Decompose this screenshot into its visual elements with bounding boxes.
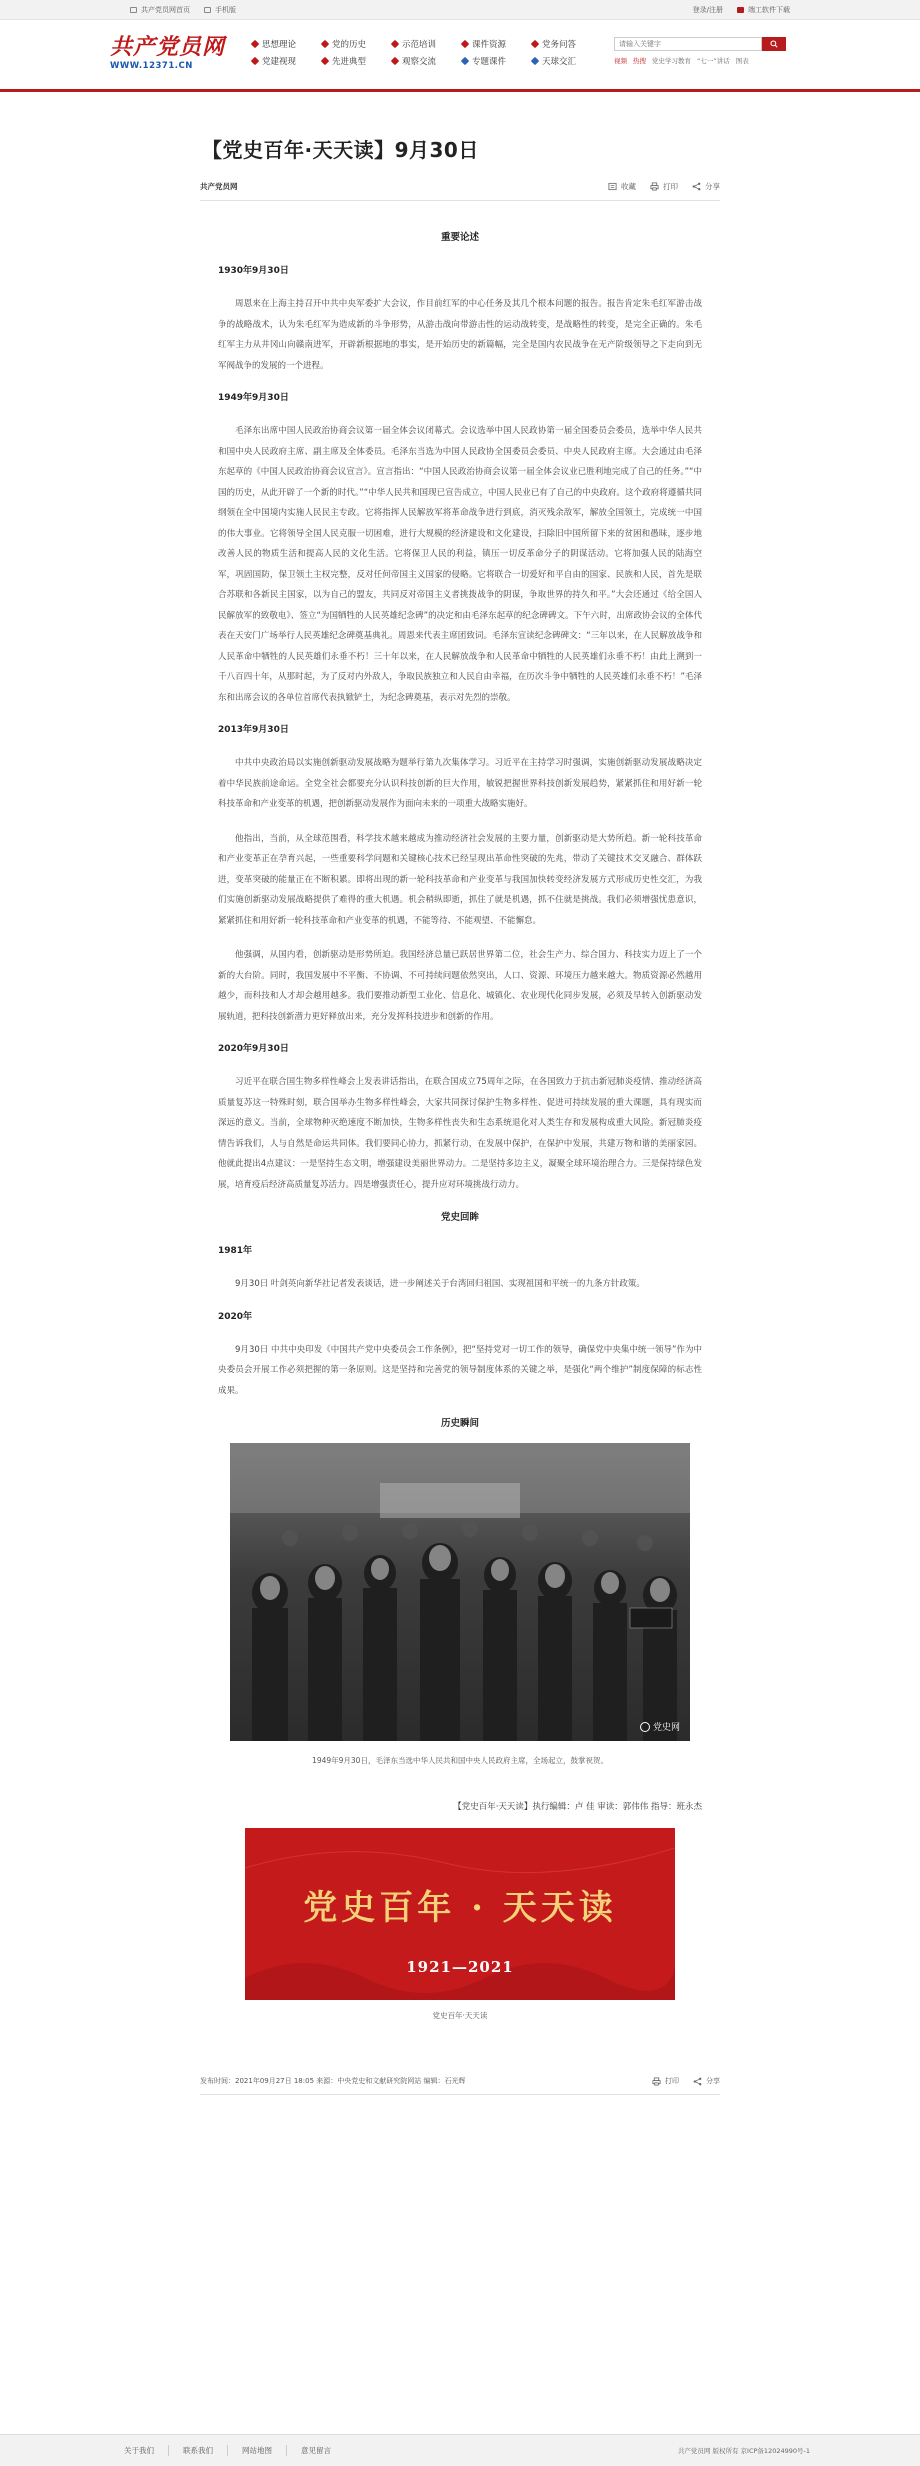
nav-item[interactable] — [252, 38, 322, 50]
nav-item[interactable] — [462, 55, 532, 67]
search-area — [614, 37, 786, 65]
share-icon — [693, 2077, 702, 2086]
nav-bullet-icon — [321, 57, 329, 65]
share-icon — [692, 182, 701, 191]
section-heading: 重要论述 — [440, 232, 479, 243]
nav-bullet-icon — [251, 40, 259, 48]
print-icon — [652, 2077, 661, 2086]
hot-word[interactable]: “七一”讲话 — [697, 57, 730, 65]
nav-item-label[interactable]: 示范培训 — [402, 40, 437, 50]
nav-item-label[interactable]: 课件资源 — [472, 40, 507, 50]
hot-words — [614, 56, 786, 65]
nav-item[interactable] — [532, 55, 602, 67]
entry-paragraph: 9月30日 叶剑英向新华社记者发表谈话，进一步阐述关于台湾回归祖国、实现祖国和平统一的九条方针政策。 — [235, 1279, 645, 1289]
top-bar — [0, 0, 920, 20]
nav-item-label[interactable]: 思想理论 — [262, 40, 297, 50]
home-link[interactable]: 共产党员网首页 — [130, 5, 190, 15]
section-heading: 历史瞬间 — [440, 1418, 479, 1429]
entry-paragraph: 习近平在联合国生物多样性峰会上发表讲话指出，在联合国成立75周年之际，在各国致力于抗击新冠肺炎疫情、推动经济高质量复苏这一特殊时刻，联合国举办生物多样性峰会，大家共同探讨保护生物多样性、促进可持续发展的重大课题，具有现实而深远的意义。当前，全球物种灭绝速度不断加快，生物多样性丧失和生态系统退化对人类生存和发展构成重大风险。新冠肺炎疫情告诉我们，人与自然是命运共同体。我们要同心协力，抓紧行动，在发展中保护，在保护中发展，共建万物和谐的美丽家园。他就此提出4点建议：一是坚持生态文明，增强建设美丽世界动力。二是坚持多边主义，凝聚全球环境治理合力。三是保持绿色发展，培育疫后经济高质量复苏活力。四是增强责任心，提升应对环境挑战行动力。 — [218, 1077, 702, 1190]
footer-link-sitemap[interactable]: 网站地图 — [228, 2445, 287, 2456]
entry-paragraph: 9月30日 中共中央印发《中国共产党中央委员会工作条例》，把“坚持党对一切工作的领导，确保党中央集中统一领导”作为中央委员会开展工作必须把握的第一条原则。这是坚持和完善党的领导制度体系的关键之举，是强化“两个维护”制度保障的标志性成果。 — [218, 1344, 702, 1396]
hot-word[interactable]: 图表 — [735, 57, 749, 65]
entry-date: 2020年9月30日 — [218, 1044, 289, 1054]
print-icon — [650, 182, 659, 191]
nav-item-label[interactable]: 党的历史 — [332, 40, 367, 50]
client-download-link[interactable]: 端工软件下载 — [737, 5, 790, 15]
logo-url: WWW.12371.CN — [110, 61, 193, 71]
article-footer-meta — [200, 2076, 720, 2095]
key-remarks-entries — [218, 263, 702, 1195]
article-meta — [200, 181, 720, 201]
nav-item[interactable] — [392, 38, 462, 50]
editor-credits: 【党史百年·天天读】执行编辑：卢 佳 审读：郭伟伟 指导：班永杰 — [453, 1802, 702, 1812]
nav-bullet-icon — [391, 40, 399, 48]
nav-bullet-icon — [461, 57, 469, 65]
home-icon — [130, 7, 137, 13]
footer-link-feedback[interactable]: 意见留言 — [301, 2445, 331, 2455]
nav-item-label[interactable]: 先进典型 — [332, 57, 367, 67]
entry-paragraph: 中共中央政治局以实施创新驱动发展战略为题举行第九次集体学习。习近平在主持学习时强调，实施创新驱动发展战略决定着中华民族前途命运。全党全社会都要充分认识科技创新的巨大作用，敏锐把握世界科技创新发展趋势，紧紧抓住和用好新一轮科技革命和产业变革的机遇，把创新驱动发展作为面向未来的一项重大战略实施好。 — [218, 758, 702, 809]
share-button[interactable]: 分享 — [692, 181, 720, 192]
nav-item-label[interactable]: 专题课件 — [472, 57, 507, 67]
login-link[interactable]: 登录/注册 — [692, 6, 723, 14]
footer-link-about[interactable]: 关于我们 — [110, 2445, 169, 2456]
site-footer — [0, 2434, 920, 2466]
photo-watermark: 党史网 — [640, 1720, 680, 1733]
nav-item[interactable] — [532, 38, 602, 50]
favorite-icon — [608, 182, 617, 191]
nav-item-label[interactable]: 观察交流 — [402, 57, 437, 67]
favorite-button[interactable]: 收藏 — [608, 181, 636, 192]
site-logo[interactable] — [110, 35, 230, 71]
download-icon — [737, 7, 744, 13]
photo-caption: 1949年9月30日，毛泽东当选中华人民共和国中央人民政府主席，全场起立，鼓掌祝贺。 — [312, 1756, 608, 1765]
site-header — [0, 20, 920, 92]
series-banner — [245, 1828, 675, 2000]
watermark-icon — [640, 1722, 650, 1732]
nav-bullet-icon — [321, 40, 329, 48]
banner-caption: 党史百年·天天读 — [432, 2011, 488, 2020]
mobile-icon — [204, 7, 211, 13]
nav-item[interactable] — [322, 38, 392, 50]
article-body — [200, 229, 720, 2021]
entry-paragraph: 他强调，从国内看，创新驱动是形势所迫。我国经济总量已跃居世界第二位，社会生产力、综合国力、科技实力迈上了一个新的大台阶。同时，我国发展中不平衡、不协调、不可持续问题依然突出，人口、资源、环境压力越来越大。物质资源必然越用越少，而科技和人才却会越用越多。我们要推动新型工业化、信息化、城镇化、农业现代化同步发展，必须及早转入创新驱动发展轨道，把科技创新潜力更好释放出来，充分发挥科技进步和创新的作用。 — [218, 950, 702, 1022]
hot-word[interactable]: 视频 — [614, 57, 627, 65]
banner-years: 1921—2021 — [406, 1958, 514, 1976]
section-heading: 党史回眸 — [440, 1212, 479, 1223]
search-icon — [770, 40, 778, 48]
copyright: 共产党员网 版权所有 京ICP备12024990号-1 — [677, 2446, 810, 2455]
hot-word[interactable]: 党史学习教育 — [652, 57, 691, 65]
publish-info: 发布时间：2021年09月27日 18:05 来源：中央党史和文献研究院网站 编辑：石光辉 — [200, 2077, 466, 2085]
nav-item-label[interactable]: 天球交汇 — [542, 57, 577, 67]
entry-paragraph: 毛泽东出席中国人民政治协商会议第一届全体会议闭幕式。会议选举中国人民政协第一届全国委员会委员，选举中华人民共和国中央人民政府主席、副主席及全体委员。毛泽东当选为中国人民政协全国委员会委员、中央人民政府主席。大会通过由毛泽东起草的《中国人民政治协商会议宣言》。宣言指出：“中国人民政治协商会议第一届全体会议业已胜利地完成了自己的任务。”“中国的历史，从此开辟了一个新的时代。”“中华人民共和国现已宣告成立，中国人民业已有了自己的中央政府。这个政府将遵循共同纲领在全中国境内实施人民民主专政。它将指挥人民解放军将革命战争进行到底，消灭残余敌军，解放全国领土，完成统一中国的伟大事业。它将领导全国人民克服一切困难，进行大规模的经济建设和文化建设，扫除旧中国所留下来的贫困和愚昧，逐步地改善人民的物质生活和提高人民的文化生活。它将保卫人民的利益，镇压一切反革命分子的阴谋活动。它将加强人民的陆海空军，巩固国防，保卫领土主权完整，反对任何帝国主义国家的侵略。它将联合一切爱好和平自由的国家、民族和人民，首先是联合苏联和各新民主国家，以为自己的盟友，共同反对帝国主义者挑拨战争的阴谋，争取世界的持久和平。”大会还通过《给全国人民解放军的致敬电》、签立“为国牺牲的人民英雄纪念碑”的决定和由毛泽东起草的纪念碑碑文。下午六时，出席政协会议的全体代表在天安门广场举行人民英雄纪念碑奠基典礼。周恩来代表主席团致词。毛泽东宣读纪念碑碑文：“三年以来，在人民解放战争和人民革命中牺牲的人民英雄们永垂不朽！三十年以来，在人民解放战争和人民革命中牺牲的人民英雄们永垂不朽！由此上溯到一千八百四十年，从那时起，为了反对内外敌人，争取民族独立和人民自由幸福，在历次斗争中牺牲的人民英雄们永垂不朽！”毛泽东和出席会议的各单位首席代表执锨铲土，为纪念碑奠基，表示对先烈的崇敬。 — [218, 426, 702, 703]
nav-bullet-icon — [391, 57, 399, 65]
recall-entries — [218, 1243, 702, 1401]
nav-item[interactable] — [462, 38, 532, 50]
nav-item[interactable] — [392, 55, 462, 67]
search-input[interactable] — [614, 37, 762, 51]
nav-item[interactable] — [252, 55, 322, 67]
mobile-link[interactable]: 手机版 — [204, 5, 236, 15]
entry-date: 1930年9月30日 — [218, 266, 289, 276]
hot-word[interactable]: 热搜 — [633, 57, 646, 65]
search-button[interactable] — [762, 37, 786, 51]
nav-bullet-icon — [531, 40, 539, 48]
entry-date: 2020年 — [218, 1311, 253, 1322]
footer-link-contact[interactable]: 联系我们 — [169, 2445, 228, 2456]
nav-item-label[interactable]: 党建视现 — [262, 57, 297, 67]
logo-text: 共产党员网 — [110, 34, 226, 60]
print-button-bottom[interactable]: 打印 — [652, 2076, 679, 2086]
entry-date: 2013年9月30日 — [218, 725, 289, 735]
banner-title: 党史百年 · 天天读 — [303, 1888, 617, 1928]
article — [200, 92, 720, 2095]
nav-item-label[interactable]: 党务问答 — [542, 40, 577, 50]
entry-paragraph: 周恩来在上海主持召开中共中央军委扩大会议，作目前红军的中心任务及其几个根本问题的报告。报告肯定朱毛红军游击战争的战略战术，认为朱毛红军为造成新的斗争形势，从游击战向带游击性的运动战转变，是战略性的转变，是完全正确的。朱毛红军主力从井冈山向赣南进军，开辟新根据地的事实，是开始历史的新篇幅，完全是国内农民战争在无产阶级领导之下走向到无军阀战争的发展的一个进程。 — [218, 299, 702, 371]
share-button-bottom[interactable]: 分享 — [693, 2076, 720, 2086]
nav-item[interactable] — [322, 55, 392, 67]
historic-photo — [230, 1443, 690, 1741]
nav-bullet-icon — [531, 57, 539, 65]
article-source: 共产党员网 — [200, 182, 238, 191]
article-title: 【党史百年·天天读】9月30日 — [202, 138, 479, 162]
footer-links — [110, 2445, 345, 2456]
nav-bullet-icon — [461, 40, 469, 48]
print-button[interactable]: 打印 — [650, 181, 678, 192]
nav-bullet-icon — [251, 57, 259, 65]
entry-date: 1949年9月30日 — [218, 393, 289, 403]
entry-date: 1981年 — [218, 1246, 253, 1256]
entry-paragraph: 他指出，当前，从全球范围看，科学技术越来越成为推动经济社会发展的主要力量，创新驱动是大势所趋。新一轮科技革命和产业变革正在孕育兴起，一些重要科学问题和关键核心技术已经呈现出革命性突破的先兆，带动了关键技术交叉融合、群体跃进，变革突破的能量正在不断积累。即将出现的新一轮科技革命和产业变革与我国加快转变经济发展方式形成历史性交汇，为我们实施创新驱动发展战略提供了难得的重大机遇。机会稍纵即逝，抓住了就是机遇，抓不住就是挑战。我们必须增强忧患意识，紧紧抓住和用好新一轮科技革命和产业变革的机遇，不能等待、不能观望、不能懈怠。 — [218, 833, 702, 926]
main-nav — [252, 38, 602, 67]
